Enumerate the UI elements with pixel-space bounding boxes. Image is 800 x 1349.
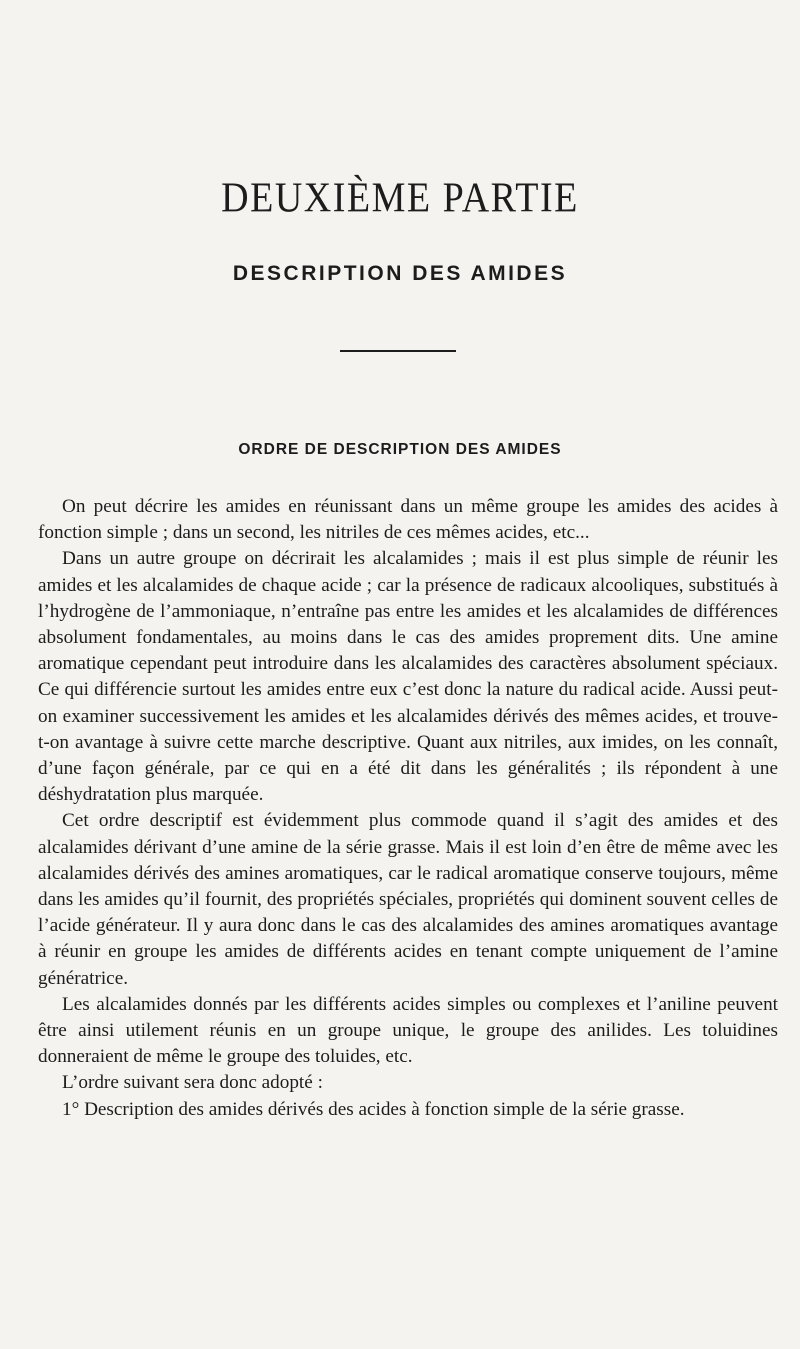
body-text bbox=[38, 494, 778, 1123]
paragraph-1: On peut décrire les amides en réunissant dans un même groupe les amides des acides à fonction simple ; dans un second, les nitriles de ces mêmes acides, etc... bbox=[38, 496, 778, 544]
paragraph-2: Dans un autre groupe on décrirait les alcalamides ; mais il est plus simple de réunir les amides et les alcalamides de chaque acide ; car la présence de radicaux alcooliques, substitués à l’hydrogène de l’ammoniaque, n’entraîne pas entre les amides et les alcalamides de différences absolument fondamentales, au moins dans le cas des amides proprement dits. Une amine aromatique cependant peut introduire dans les alcalamides des caractères absolument spéciaux. Ce qui différencie surtout les amides entre eux c’est donc la nature du radical acide. Aussi peut-on examiner successivement les amides et les alcalamides dérivés des mêmes acides, et trouve-t-on avantage à suivre cette marche descriptive. Quant aux nitriles, aux imides, on les connaît, d’une façon générale, par ce qui en a été dit dans les généralités ; ils répondent à une déshydratation plus marquée. bbox=[38, 548, 778, 806]
paragraph-5: L’ordre suivant sera donc adopté : bbox=[62, 1072, 323, 1094]
subsection-title: ORDRE DE DESCRIPTION DES AMIDES bbox=[238, 441, 562, 458]
paragraph-6: 1° Description des amides dérivés des acides à fonction simple de la série grasse. bbox=[62, 1098, 685, 1120]
section-title: DESCRIPTION DES AMIDES bbox=[232, 262, 568, 285]
section-divider bbox=[340, 350, 456, 352]
part-title: DEUXIÈME PARTIE bbox=[221, 174, 579, 222]
paragraph-4: Les alcalamides donnés par les différents acides simples ou complexes et l’aniline peuvent être ainsi utilement réunis en un groupe unique, le groupe des anilides. Les toluidines donneraient de même le groupe des toluides, etc. bbox=[38, 993, 778, 1068]
paragraph-3: Cet ordre descriptif est évidemment plus commode quand il s’agit des amides et des alcalamides dérivant d’une amine de la série grasse. Mais il est loin d’en être de même avec les alcalamides dérivés des amines aromatiques, car le radical aromatique conserve toujours, même dans les amides qu’il fournit, des propriétés spéciales, propriétés qui dominent souvent celles de l’acide générateur. Il y aura donc dans le cas des alcalamides des amines aromatiques avantage à réunir en groupe les amides de différents acides en tenant compte uniquement de l’amine génératrice. bbox=[38, 810, 778, 989]
